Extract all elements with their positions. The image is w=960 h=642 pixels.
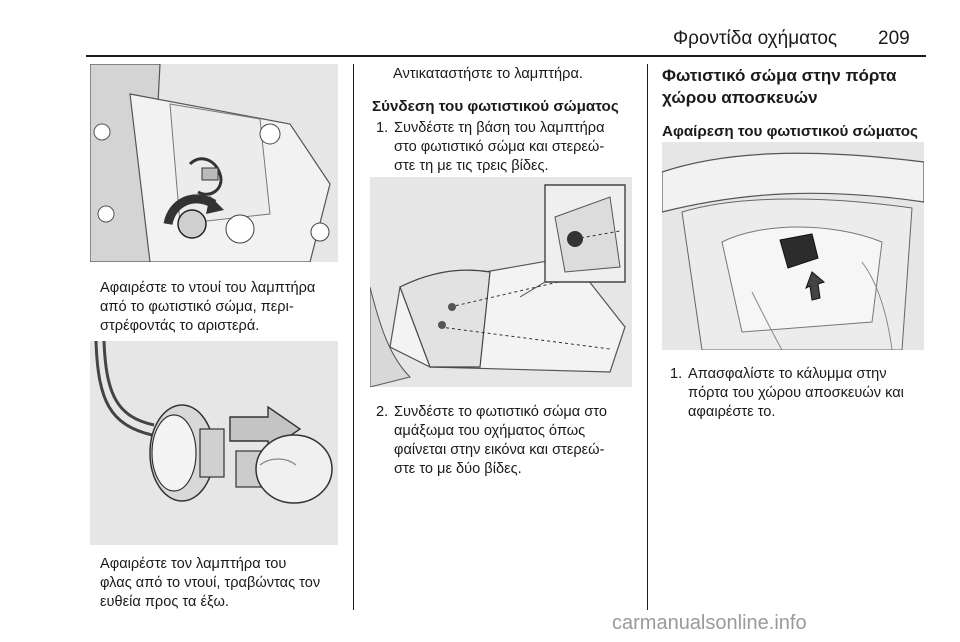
step-line: πόρτα του χώρου αποσκευών και bbox=[688, 385, 904, 401]
caption-line: Αφαιρέστε το ντουί του λαμπτήρα bbox=[100, 280, 316, 296]
caption-line: ευθεία προς τα έξω. bbox=[100, 594, 229, 610]
title-line: Φωτιστικό σώμα στην πόρτα bbox=[662, 66, 897, 85]
step-text bbox=[394, 403, 607, 479]
watermark: carmanualsonline.info bbox=[612, 612, 807, 634]
subheading-remove-lamp: Αφαίρεση του φωτιστικού σώματος bbox=[662, 123, 918, 140]
bulb-socket-illustration bbox=[90, 341, 338, 545]
figure-tailgate-cover bbox=[662, 142, 924, 350]
step-line: αφαιρέστε το. bbox=[688, 404, 776, 420]
caption-line: φλας από το ντουί, τραβώντας τον bbox=[100, 575, 321, 591]
step-line: αμάξωμα του οχήματος όπως bbox=[394, 423, 586, 439]
lamp-assembly-illustration bbox=[370, 177, 632, 387]
header-rule bbox=[86, 55, 926, 57]
step-line: στε τη με τις τρεις βίδες. bbox=[394, 158, 549, 174]
section-heading-connect-lamp: Σύνδεση του φωτιστικού σώματος bbox=[372, 98, 619, 115]
tailgate-illustration bbox=[662, 142, 924, 350]
step-line: στε το με δύο βίδες. bbox=[394, 461, 522, 477]
caption-line: στρέφοντάς το αριστερά. bbox=[100, 318, 260, 334]
step-number: 2. bbox=[376, 404, 389, 420]
caption-line: από το φωτιστικό σώμα, περι- bbox=[100, 299, 294, 315]
step-line: Συνδέστε το φωτιστικό σώμα στο bbox=[394, 404, 607, 420]
caption-remove-bulb bbox=[100, 555, 320, 612]
column-separator-2 bbox=[647, 64, 648, 610]
step-line: Απασφαλίστε το κάλυμμα στην bbox=[688, 366, 887, 382]
intro-line: Αντικαταστήστε το λαμπτήρα. bbox=[393, 66, 583, 82]
tail-lamp-illustration bbox=[90, 64, 338, 262]
step-line: φαίνεται στην εικόνα και στερεώ- bbox=[394, 442, 605, 458]
step-number: 1. bbox=[670, 366, 683, 382]
running-header-title: Φροντίδα οχήματος bbox=[673, 28, 838, 49]
section-title-tailgate-lamp bbox=[662, 65, 896, 109]
page-number: 209 bbox=[878, 28, 910, 49]
caption-line: Αφαιρέστε τον λαμπτήρα του bbox=[100, 556, 287, 572]
step-number: 1. bbox=[376, 120, 389, 136]
step-text bbox=[394, 119, 605, 176]
intro-replace-bulb bbox=[393, 65, 583, 84]
title-line: χώρου αποσκευών bbox=[662, 88, 818, 107]
step-text bbox=[688, 365, 904, 422]
figure-bulb-removal bbox=[90, 341, 338, 545]
step-line: Συνδέστε τη βάση του λαμπτήρα bbox=[394, 120, 605, 136]
figure-connect-lamp bbox=[370, 177, 632, 387]
figure-tail-lamp-socket bbox=[90, 64, 338, 262]
step-line: στο φωτιστικό σώμα και στερεώ- bbox=[394, 139, 605, 155]
column-separator-1 bbox=[353, 64, 354, 610]
caption-remove-socket bbox=[100, 279, 315, 336]
